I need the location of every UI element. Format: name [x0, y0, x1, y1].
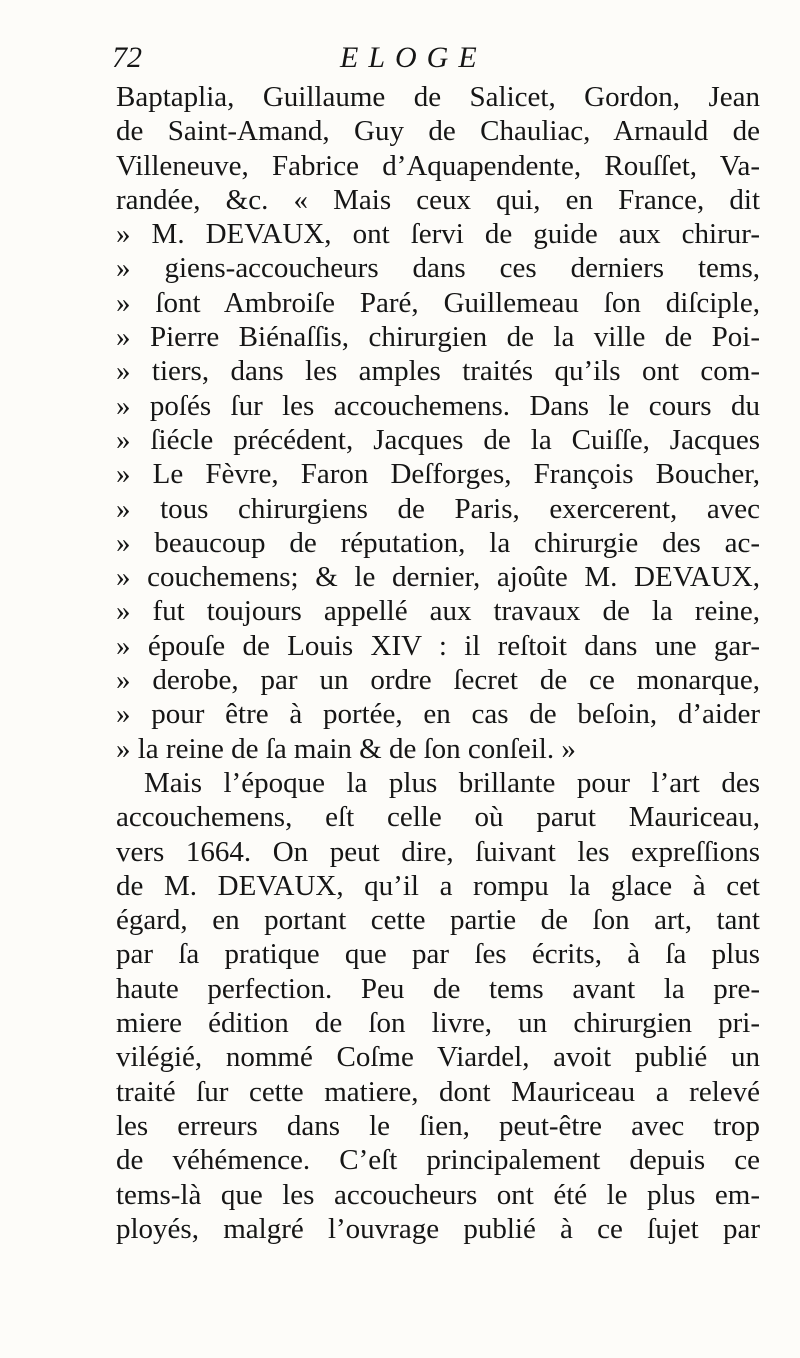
text-line: traité ſur cette matiere, dont Mauriceau a relevé [116, 1075, 760, 1108]
text-line: » tiers, dans les amples traités qu’ils ont com- [116, 355, 760, 388]
text-line: » la reine de ſa main & de ſon conſeil. » [116, 732, 576, 765]
text-line: égard, en portant cette partie de ſon art, tant [116, 904, 760, 937]
text-line: ployés, malgré l’ouvrage publié à ce ſujet par [116, 1212, 760, 1245]
text-line: Baptaplia, Guillaume de Salicet, Gordon, Jean [116, 81, 760, 113]
text-line: » M. DEVAUX, ont ſervi de guide aux chirur- [116, 218, 760, 251]
text-line: » poſés ſur les accouchemens. Dans le cours du [116, 389, 760, 422]
text-line: de M. DEVAUX, qu’il a rompu la glace à cet [116, 869, 760, 902]
text-line: » derobe, par un ordre ſecret de ce monarque, [116, 664, 760, 697]
text-line: randée, &c. « Mais ceux qui, en France, dit [116, 183, 760, 216]
body-text [116, 80, 760, 1246]
text-line: » ſont Ambroiſe Paré, Guillemeau ſon diſciple, [116, 286, 760, 319]
text-line: vilégié, nommé Coſme Viardel, avoit publié un [116, 1041, 760, 1074]
text-line: » épouſe de Louis XIV : il reſtoit dans une gar- [116, 629, 760, 662]
text-line: » couchemens; & le dernier, ajoûte M. DEVAUX, [116, 561, 760, 594]
running-title: ELOGE [340, 41, 487, 74]
text-line: » ſiécle précédent, Jacques de la Cuiſſe, Jacques [116, 423, 760, 456]
text-line: Mais l’époque la plus brillante pour l’art des [144, 766, 760, 799]
text-line: accouchemens, eſt celle où parut Mauriceau, [116, 801, 760, 834]
text-line: » tous chirurgiens de Paris, exercerent, avec [116, 492, 760, 525]
text-line: les erreurs dans le ſien, peut-être avec trop [116, 1109, 760, 1142]
text-line: » giens-accoucheurs dans ces derniers tems, [116, 252, 760, 285]
text-line: » beaucoup de réputation, la chirurgie des ac- [116, 526, 760, 559]
page-header [0, 30, 800, 80]
text-line: haute perfection. Peu de tems avant la pre- [116, 972, 760, 1005]
text-line: Villeneuve, Fabrice d’Aquapendente, Rouſſet, Va- [116, 149, 760, 182]
text-line: » pour être à portée, en cas de beſoin, d’aider [116, 698, 760, 731]
text-line: tems-là que les accoucheurs ont été le plus em- [116, 1178, 760, 1211]
text-line: de Saint-Amand, Guy de Chauliac, Arnauld de [116, 115, 760, 148]
text-line: » Le Fèvre, Faron Deſforges, François Boucher, [116, 458, 760, 491]
text-line: de véhémence. C’eſt principalement depuis ce [116, 1144, 760, 1177]
text-line: » Pierre Biénaſſis, chirurgien de la ville de Poi- [116, 321, 760, 354]
text-line: par ſa pratique que par ſes écrits, à ſa plus [116, 938, 760, 971]
page-number: 72 [112, 41, 142, 74]
text-line: » fut toujours appellé aux travaux de la reine, [116, 595, 760, 628]
text-line: vers 1664. On peut dire, ſuivant les expreſſions [116, 835, 760, 868]
text-line: miere édition de ſon livre, un chirurgien pri- [116, 1007, 760, 1040]
